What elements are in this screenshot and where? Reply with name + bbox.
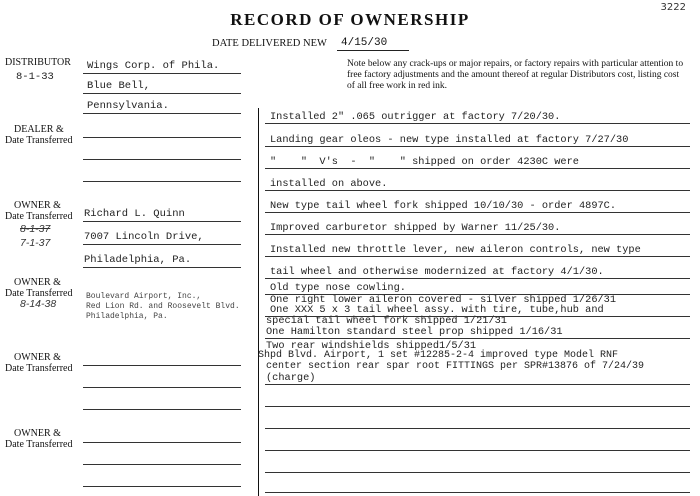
crowded-line-6: Shpd Blvd. Airport, 1 set #12285-2-4 improved type Model RNF [258, 350, 619, 361]
repair-line-1: Installed 2" .065 outrigger at factory 7/20/30. [270, 111, 561, 123]
document-number: 3222 [660, 2, 686, 13]
dealer-label: DEALER & [14, 124, 64, 135]
left-rule [83, 442, 241, 443]
left-rule [83, 244, 241, 245]
repair-line-4: installed on above. [270, 178, 388, 190]
left-rule [83, 486, 241, 487]
right-rule [265, 123, 690, 124]
distributor-line-3: Pennsylvania. [87, 100, 169, 112]
owner2-line-1: Boulevard Airport, Inc., [86, 292, 202, 301]
repair-line-7: Installed new throttle lever, new aileron controls, new type [270, 244, 641, 256]
owner1-line-1: Richard L. Quinn [84, 208, 185, 220]
right-rule [265, 294, 690, 295]
left-rule [83, 73, 241, 74]
right-rule [265, 492, 690, 493]
owner1-date-struck: 8-1-37 [20, 223, 51, 235]
left-rule [83, 113, 241, 114]
owner3-label: OWNER & [14, 352, 61, 363]
owner4-label: OWNER & [14, 428, 61, 439]
left-rule [83, 137, 241, 138]
crowded-line-1: One right lower aileron covered - silver shipped 1/26/31 [270, 294, 617, 306]
right-rule [265, 406, 690, 407]
instructions-note: Note below any crack-ups or major repairs, or factory repairs with particular attention to free factory adjustments and the amount thereof at regular Distributors cost, listing cost of all free work in red ink. [347, 59, 684, 91]
repair-line-8: tail wheel and otherwise modernized at factory 4/1/30. [270, 266, 604, 278]
right-rule [265, 316, 690, 317]
crowded-line-3: special tail wheel fork shipped 1/21/31 [266, 315, 507, 327]
crowded-line-8: (charge) [266, 372, 316, 384]
right-rule [265, 256, 690, 257]
distributor-label: DISTRIBUTOR [5, 57, 71, 68]
left-rule [83, 464, 241, 465]
owner2-date: 8-14-38 [20, 298, 57, 310]
repair-line-2: Landing gear oleos - new type installed at factory 7/27/30 [270, 134, 629, 146]
owner2-line-2: Red Lion Rd. and Roosevelt Blvd. [86, 302, 240, 311]
right-rule [265, 146, 690, 147]
owner1-line-3: Philadelphia, Pa. [84, 254, 192, 266]
right-rule [265, 428, 690, 429]
repair-line-3: " " V's - " " shipped on order 4230C were [270, 156, 579, 168]
owner1-line-2: 7007 Lincoln Drive, [84, 231, 204, 243]
left-rule [83, 387, 241, 388]
owner1-date-new: 7-1-37 [20, 237, 51, 249]
right-rule [265, 472, 690, 473]
right-rule [265, 168, 690, 169]
owner1-label: OWNER & [14, 200, 61, 211]
owner1-sublabel: Date Transferred [5, 211, 73, 222]
owner3-sublabel: Date Transferred [5, 363, 73, 374]
repair-line-9: Old type nose cowling. [270, 282, 406, 294]
date-delivered-value: 4/15/30 [341, 37, 388, 49]
right-rule [265, 212, 690, 213]
date-delivered-underline [337, 50, 409, 51]
dealer-sublabel: Date Transferred [5, 135, 73, 146]
date-delivered-label: DATE DELIVERED NEW [212, 38, 327, 49]
owner2-sublabel: Date Transferred [5, 288, 73, 299]
owner2-label: OWNER & [14, 277, 61, 288]
owner4-sublabel: Date Transferred [5, 439, 73, 450]
column-divider [258, 108, 259, 496]
left-rule [83, 267, 241, 268]
left-rule [83, 365, 241, 366]
right-rule [265, 338, 690, 339]
right-rule [265, 278, 690, 279]
right-rule [265, 234, 690, 235]
owner2-line-3: Philadelphia, Pa. [86, 312, 168, 321]
left-rule [83, 181, 241, 182]
right-rule [265, 384, 690, 385]
right-rule [265, 190, 690, 191]
distributor-line-2: Blue Bell, [87, 80, 151, 92]
crowded-line-2: One XXX 5 x 3 tail wheel assy. with tire, tube,hub and [270, 304, 604, 316]
crowded-line-4: One Hamilton standard steel prop shipped 1/16/31 [266, 326, 563, 338]
crowded-line-7: center section rear spar root FITTINGS per SPR#13876 of 7/24/39 [266, 361, 645, 372]
page-title: RECORD OF OWNERSHIP [230, 10, 470, 29]
left-rule [83, 409, 241, 410]
repair-line-5: New type tail wheel fork shipped 10/10/30 - order 4897C. [270, 200, 617, 212]
distributor-line-1: Wings Corp. of Phila. [87, 60, 220, 72]
crowded-line-5: Two rear windshields shipped1/5/31 [266, 340, 477, 352]
distributor-date: 8-1-33 [16, 71, 54, 83]
left-rule [83, 159, 241, 160]
left-rule [83, 221, 241, 222]
left-rule [83, 93, 241, 94]
right-rule [265, 450, 690, 451]
repair-line-6: Improved carburetor shipped by Warner 11/25/30. [270, 222, 561, 234]
